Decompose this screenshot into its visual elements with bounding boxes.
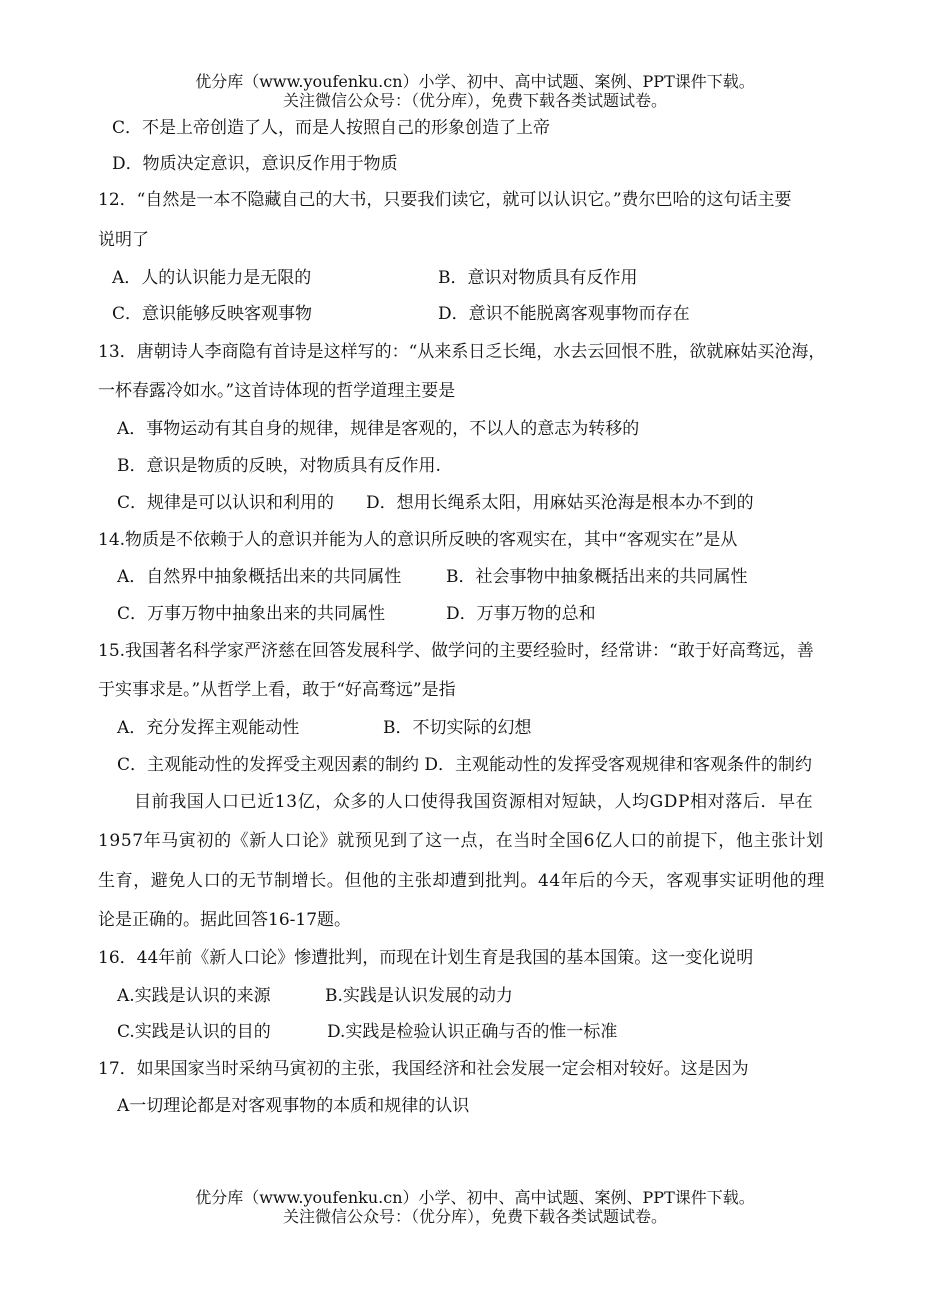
material-line-1: 目前我国人口已近13亿，众多的人口使得我国资源相对短缺，人均GDP相对落后．早在 — [134, 792, 814, 812]
q12-option-d: D．意识不能脱离客观事物而存在 — [438, 304, 690, 324]
q12-stem-line-1: 12．“自然是一本不隐藏自己的大书，只要我们读它，就可以认识它。”费尔巴哈的这句话主要 — [98, 190, 792, 210]
q13-stem-line-1: 13．唐朝诗人李商隐有首诗是这样写的：“从来系日乏长绳，水去云回恨不胜，欲就麻姑买沧海， — [98, 342, 826, 362]
q11-option-d: D．物质决定意识，意识反作用于物质 — [112, 154, 398, 174]
footer-line-1: 优分库（www.youfenku.cn）小学、初中、高中试题、案例、PPT课件下载。 — [195, 1188, 755, 1207]
q14-option-d: D．万事万物的总和 — [446, 604, 596, 624]
header-line-1: 优分库（www.youfenku.cn）小学、初中、高中试题、案例、PPT课件下载。 — [195, 72, 755, 91]
header-line-2: 关注微信公众号：（优分库），免费下载各类试题试卷。 — [282, 91, 667, 110]
q15-stem-line-2: 于实事求是。”从哲学上看，敢于“好高骛远”是指 — [98, 680, 456, 700]
q16-option-a: A.实践是认识的来源 — [117, 986, 271, 1006]
q17-option-a: A一切理论都是对客观事物的本质和规律的认识 — [117, 1096, 470, 1116]
q15-option-a: A．充分发挥主观能动性 — [117, 718, 300, 738]
q14-stem-line-1: 14.物质是不依赖于人的意识并能为人的意识所反映的客观实在，其中“客观实在”是从 — [98, 530, 738, 550]
q13-option-c: C．规律是可以认识和利用的 — [117, 493, 335, 513]
material-line-4: 论是正确的。据此回答16-17题。 — [98, 910, 352, 930]
q12-stem-line-2: 说明了 — [98, 230, 149, 250]
q12-option-a: A．人的认识能力是无限的 — [112, 268, 312, 288]
material-line-3: 生育，避免人口的无节制增长。但他的主张却遭到批判。44年后的今天，客观事实证明他的理 — [98, 871, 825, 891]
page-header — [0, 72, 950, 110]
q17-stem-line-1: 17．如果国家当时采纳马寅初的主张，我国经济和社会发展一定会相对较好。这是因为 — [98, 1059, 749, 1079]
q15-stem-line-1: 15.我国著名科学家严济慈在回答发展科学、做学问的主要经验时，经常讲：“敢于好高骛远，善 — [98, 641, 814, 661]
q16-stem-line-1: 16．44年前《新人口论》惨遭批判，而现在计划生育是我国的基本国策。这一变化说明 — [98, 948, 754, 968]
q13-option-b: B．意识是物质的反映，对物质具有反作用. — [117, 456, 441, 476]
q13-stem-line-2: 一杯春露冷如水。”这首诗体现的哲学道理主要是 — [98, 381, 456, 401]
q15-option-b: B．不切实际的幻想 — [383, 718, 532, 738]
q11-option-c: C．不是上帝创造了人，而是人按照自己的形象创造了上帝 — [112, 118, 551, 138]
q14-option-c: C．万事万物中抽象出来的共同属性 — [117, 604, 386, 624]
q16-option-c: C.实践是认识的目的 — [117, 1022, 271, 1042]
q12-option-b: B．意识对物质具有反作用 — [438, 268, 638, 288]
q13-option-a: A．事物运动有其自身的规律，规律是客观的，不以人的意志为转移的 — [117, 419, 640, 439]
q16-option-b: B.实践是认识发展的动力 — [325, 986, 513, 1006]
q14-option-a: A．自然界中抽象概括出来的共同属性 — [117, 567, 402, 587]
q15-option-cd: C．主观能动性的发挥受主观因素的制约 D．主观能动性的发挥受客观规律和客观条件的制约 — [117, 755, 813, 775]
page-footer — [0, 1188, 950, 1226]
q13-option-d: D．想用长绳系太阳，用麻姑买沧海是根本办不到的 — [366, 493, 754, 513]
q16-option-d: D.实践是检验认识正确与否的惟一标准 — [327, 1022, 618, 1042]
footer-line-2: 关注微信公众号：（优分库），免费下载各类试题试卷。 — [282, 1207, 667, 1226]
q14-option-b: B．社会事物中抽象概括出来的共同属性 — [446, 567, 748, 587]
q12-option-c: C．意识能够反映客观事物 — [112, 304, 313, 324]
material-line-2: 1957年马寅初的《新人口论》就预见到了这一点，在当时全国6亿人口的前提下，他主张计划 — [98, 831, 824, 851]
